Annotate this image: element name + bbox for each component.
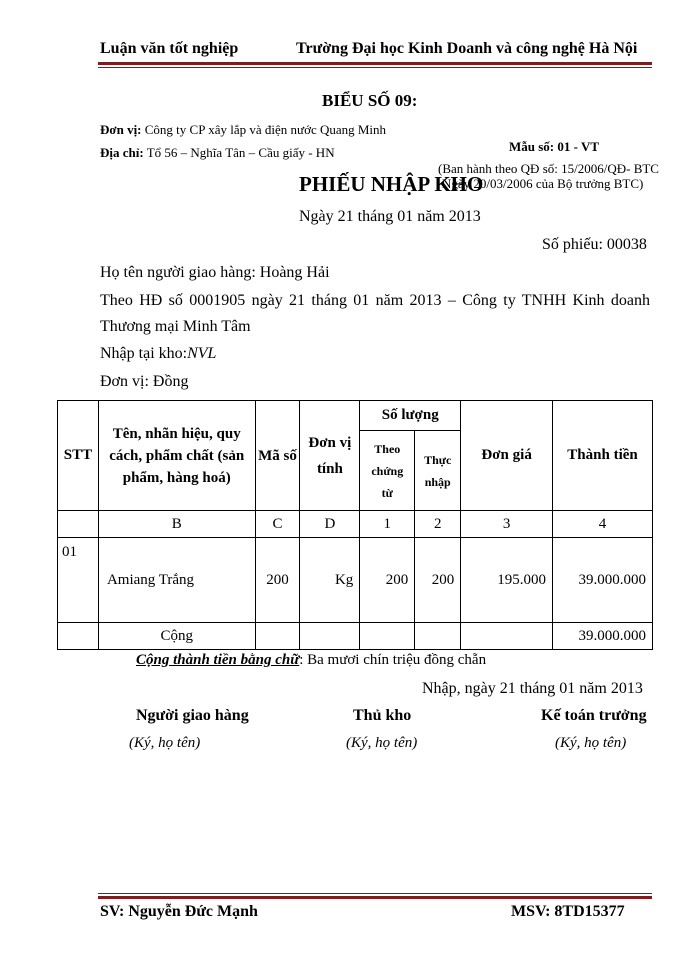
don-vi-tien: Đơn vị: Đồng <box>100 373 189 390</box>
header-rule-thin <box>98 67 652 68</box>
nguoi-giao-hang: Họ tên người giao hàng: Hoàng Hải <box>100 264 330 281</box>
dia-chi-value: Tổ 56 – Nghĩa Tân – Cầu giấy - HN <box>143 145 335 160</box>
total-empty <box>461 623 553 650</box>
table-row-codes <box>58 511 653 538</box>
bang-chu-line <box>136 652 486 669</box>
th-ten: Tên, nhãn hiệu, quy cách, phẩm chất (sản phẩm, hàng hoá) <box>98 401 255 511</box>
nhap-tai-kho <box>100 345 216 363</box>
don-vi-label: Đơn vị: <box>100 122 142 137</box>
total-empty <box>58 623 99 650</box>
don-vi-value: Công ty CP xây lắp và điện nước Quang Minh <box>141 122 387 137</box>
code-cell-empty <box>58 511 99 538</box>
header-rule <box>98 62 652 65</box>
bieu-so: BIỂU SỐ 09: <box>322 91 418 110</box>
theo-hd-line1: Theo HĐ số 0001905 ngày 21 tháng 01 năm 2013 – Công ty TNHH Kinh doanh <box>100 292 650 309</box>
theo-hd-line2: Thương mại Minh Tâm <box>100 318 251 335</box>
total-value: 39.000.000 <box>553 623 653 650</box>
th-thanh-tien: Thành tiền <box>553 401 653 511</box>
mau-so: Mẫu số: 01 - VT <box>509 139 600 154</box>
code-cell: B <box>98 511 255 538</box>
so-phieu: Số phiếu: 00038 <box>542 236 647 253</box>
total-empty <box>415 623 461 650</box>
table-row <box>58 538 653 623</box>
don-vi-line <box>100 122 386 138</box>
bang-chu-label: Cộng thành tiền bằng chữ <box>136 652 300 668</box>
total-empty <box>360 623 415 650</box>
code-cell: C <box>255 511 300 538</box>
th-don-gia: Đơn giá <box>461 401 553 511</box>
sig-note-2: (Ký, họ tên) <box>346 735 418 751</box>
total-empty <box>300 623 360 650</box>
ban-hanh-1: (Ban hành theo QĐ số: 15/2006/QĐ- BTC <box>438 161 659 176</box>
row-thanh-tien: 39.000.000 <box>553 538 653 623</box>
student-name: SV: Nguyễn Đức Mạnh <box>100 903 258 920</box>
code-cell: 4 <box>553 511 653 538</box>
row-ma-so: 200 <box>255 538 300 623</box>
row-don-gia: 195.000 <box>461 538 553 623</box>
doc-title: PHIẾU NHẬP KHO <box>299 172 484 196</box>
row-stt: 01 <box>58 538 99 623</box>
row-ten: Amiang Trắng <box>98 538 255 623</box>
th-so-luong: Số lượng <box>360 401 461 431</box>
student-id: MSV: 8TD15377 <box>511 903 625 920</box>
row-dvt: Kg <box>300 538 360 623</box>
nhap-tai-label: Nhập tại kho: <box>100 345 188 362</box>
doc-date: Ngày 21 tháng 01 năm 2013 <box>299 208 481 225</box>
sig-thu-kho: Thủ kho <box>353 707 412 724</box>
sig-ke-toan: Kế toán trưởng <box>541 707 647 724</box>
row-theo-ct: 200 <box>360 538 415 623</box>
dia-chi-line <box>100 145 335 161</box>
dia-chi-label: Địa chỉ: <box>100 145 144 160</box>
th-don-vi-tinh: Đơn vị tính <box>300 401 360 511</box>
goods-table <box>57 400 653 650</box>
row-thuc-nhap: 200 <box>415 538 461 623</box>
code-cell: 3 <box>461 511 553 538</box>
th-thuc-nhap: Thực nhập <box>415 431 461 511</box>
th-theo-chung-tu: Theo chứng từ <box>360 431 415 511</box>
sig-note-3: (Ký, họ tên) <box>555 735 627 751</box>
code-cell: 1 <box>360 511 415 538</box>
ban-hanh-2: Ngày 20/03/2006 của Bộ trưởng BTC) <box>442 176 644 191</box>
th-ma-so: Mã số <box>255 401 300 511</box>
table-total-row <box>58 623 653 650</box>
sig-note-1: (Ký, họ tên) <box>129 735 201 751</box>
bang-chu-value: : Ba mươi chín triệu đồng chẵn <box>299 652 487 668</box>
footer-rule-thin <box>98 893 652 894</box>
total-label: Cộng <box>98 623 255 650</box>
th-stt: STT <box>58 401 99 511</box>
header-right: Trường Đại học Kinh Doanh và công nghệ Hà Nội <box>296 40 638 57</box>
header-left: Luận văn tốt nghiệp <box>100 40 239 57</box>
footer-rule <box>98 896 652 899</box>
place-date: Nhập, ngày 21 tháng 01 năm 2013 <box>422 680 643 697</box>
code-cell: D <box>300 511 360 538</box>
total-empty <box>255 623 300 650</box>
code-cell: 2 <box>415 511 461 538</box>
nhap-tai-value: NVL <box>187 345 217 362</box>
sig-nguoi-giao: Người giao hàng <box>136 707 249 724</box>
